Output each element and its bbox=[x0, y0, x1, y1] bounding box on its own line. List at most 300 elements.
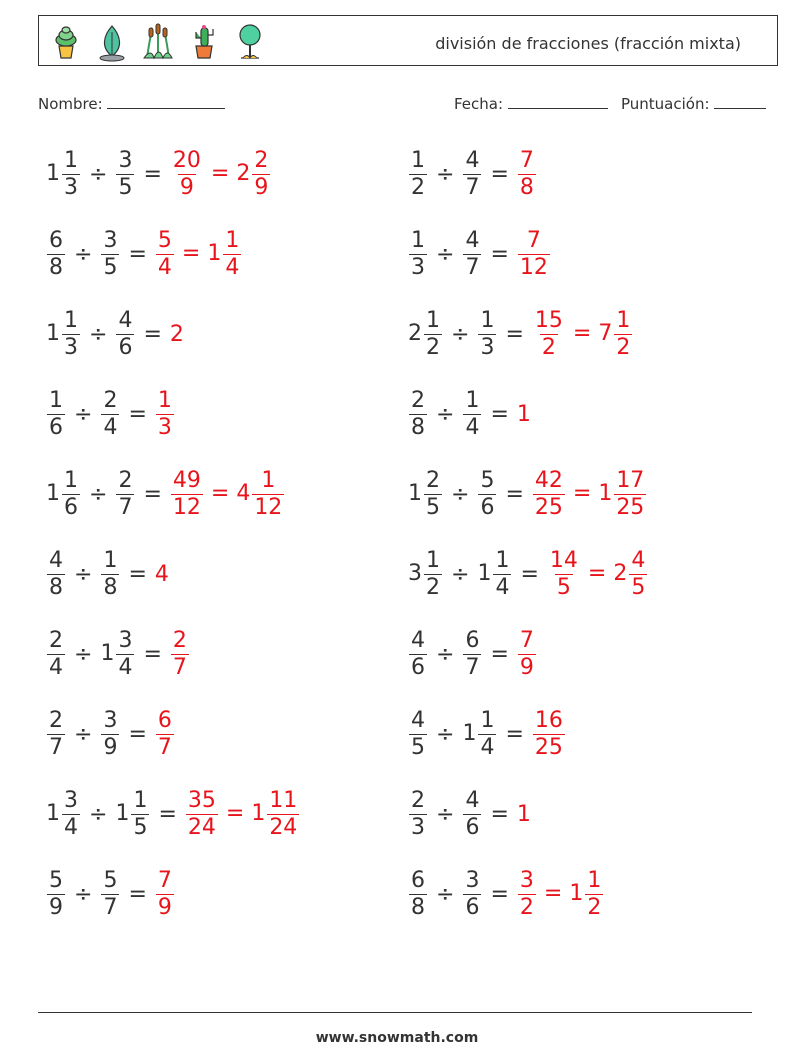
divide-sign: ÷ bbox=[451, 321, 470, 347]
divisor-number bbox=[462, 228, 482, 281]
dividend-fraction bbox=[47, 388, 65, 441]
divisor-fraction bbox=[116, 628, 134, 681]
answer-equals-sign: = bbox=[572, 481, 592, 506]
dividend-fraction bbox=[409, 788, 427, 841]
divisor-number bbox=[462, 628, 482, 681]
divisor-numerator: 4 bbox=[118, 307, 133, 333]
answer-denominator: 2 bbox=[519, 894, 534, 920]
divisor-whole: 1 bbox=[115, 801, 130, 826]
answer-number bbox=[517, 802, 532, 827]
header-box bbox=[38, 15, 778, 66]
dividend-denominator: 9 bbox=[49, 894, 63, 920]
divisor-numerator: 1 bbox=[480, 707, 495, 733]
name-blank[interactable] bbox=[107, 94, 225, 109]
equals-sign: = bbox=[128, 881, 147, 907]
dividend-number bbox=[46, 228, 66, 281]
equals-sign: = bbox=[143, 641, 162, 667]
answer bbox=[517, 802, 532, 827]
divisor-whole: 1 bbox=[462, 721, 477, 746]
divisor-fraction bbox=[478, 708, 496, 761]
answer-denominator: 5 bbox=[631, 574, 646, 600]
dividend-number bbox=[46, 148, 81, 201]
problem-16 bbox=[408, 702, 566, 766]
problem-9 bbox=[46, 462, 285, 526]
problem-1 bbox=[46, 142, 271, 206]
dividend-denominator: 2 bbox=[426, 334, 440, 360]
answer-whole: 1 bbox=[569, 881, 584, 906]
divisor-denominator: 4 bbox=[495, 574, 510, 600]
divide-sign: ÷ bbox=[436, 721, 455, 747]
answer bbox=[185, 788, 300, 841]
divisor-numerator: 1 bbox=[465, 387, 480, 413]
divisor-numerator: 1 bbox=[495, 547, 510, 573]
answer-fraction bbox=[518, 228, 550, 281]
answer-number bbox=[170, 147, 204, 200]
answer-number bbox=[547, 547, 581, 600]
date-blank[interactable] bbox=[508, 94, 608, 109]
name-label: Nombre: bbox=[38, 95, 103, 113]
dividend-numerator: 1 bbox=[64, 307, 78, 333]
dividend-denominator: 7 bbox=[49, 734, 63, 760]
dividend-fraction bbox=[47, 708, 65, 761]
answer-fraction bbox=[156, 228, 174, 281]
divide-sign: ÷ bbox=[74, 561, 93, 587]
divisor-denominator: 8 bbox=[103, 574, 118, 600]
problem-18 bbox=[408, 782, 532, 846]
score-blank[interactable] bbox=[714, 94, 766, 109]
divide-sign: ÷ bbox=[436, 401, 455, 427]
answer-denominator: 12 bbox=[172, 494, 201, 520]
dividend-numerator: 2 bbox=[411, 787, 425, 813]
answer bbox=[517, 148, 537, 201]
dividend-numerator: 4 bbox=[49, 547, 63, 573]
dividend-fraction bbox=[409, 628, 427, 681]
answer-whole: 2 bbox=[169, 321, 184, 347]
dividend-number bbox=[46, 548, 66, 601]
divisor-number bbox=[115, 308, 135, 361]
answer-numerator: 16 bbox=[534, 707, 563, 733]
divisor-number bbox=[100, 628, 135, 681]
dividend-whole: 1 bbox=[46, 321, 60, 346]
answer-numerator: 1 bbox=[587, 867, 602, 893]
name-field[interactable] bbox=[38, 94, 225, 113]
answer-numerator: 17 bbox=[616, 467, 645, 493]
equals-sign: = bbox=[128, 561, 147, 587]
dividend-denominator: 6 bbox=[64, 494, 78, 520]
answer-numerator: 6 bbox=[157, 707, 172, 733]
problem-3 bbox=[46, 222, 242, 286]
divisor-number bbox=[100, 708, 120, 761]
answer-fraction bbox=[518, 628, 536, 681]
divisor-denominator: 5 bbox=[118, 174, 133, 200]
divisor-fraction bbox=[493, 548, 511, 601]
answer-number bbox=[207, 227, 242, 280]
dividend-denominator: 8 bbox=[411, 894, 425, 920]
answer-numerator: 49 bbox=[172, 467, 201, 493]
dividend-numerator: 1 bbox=[49, 387, 63, 413]
divide-sign: ÷ bbox=[451, 481, 470, 507]
divisor-numerator: 4 bbox=[465, 787, 480, 813]
answer bbox=[532, 308, 633, 361]
date-field[interactable] bbox=[454, 94, 608, 113]
answer-fraction bbox=[585, 868, 603, 921]
divisor-denominator: 7 bbox=[465, 174, 480, 200]
dividend-fraction bbox=[62, 148, 80, 201]
answer-denominator: 25 bbox=[616, 494, 645, 520]
divisor-denominator: 7 bbox=[118, 494, 133, 520]
dividend-denominator: 5 bbox=[426, 494, 440, 520]
divisor-numerator: 4 bbox=[465, 147, 480, 173]
divide-sign: ÷ bbox=[436, 801, 455, 827]
answer-denominator: 3 bbox=[157, 414, 172, 440]
answer-denominator: 5 bbox=[556, 574, 571, 600]
answer-numerator: 14 bbox=[549, 547, 578, 573]
divisor-number bbox=[100, 868, 120, 921]
equals-sign: = bbox=[158, 801, 177, 827]
answer-fraction bbox=[533, 708, 565, 761]
dividend-number bbox=[46, 388, 66, 441]
dividend-fraction bbox=[47, 228, 65, 281]
answer-denominator: 9 bbox=[157, 894, 172, 920]
answer-whole: 1 bbox=[516, 801, 531, 827]
dividend-fraction bbox=[409, 708, 427, 761]
dividend-denominator: 3 bbox=[411, 814, 425, 840]
divisor-number bbox=[462, 708, 497, 761]
dividend-fraction bbox=[409, 388, 427, 441]
answer-number bbox=[517, 227, 551, 280]
divisor-denominator: 6 bbox=[465, 814, 480, 840]
answer-denominator: 4 bbox=[225, 254, 240, 280]
equals-sign: = bbox=[490, 241, 509, 267]
answer bbox=[155, 708, 175, 761]
dividend-numerator: 2 bbox=[426, 467, 440, 493]
answer-number bbox=[155, 867, 175, 920]
dividend-denominator: 6 bbox=[411, 654, 425, 680]
dividend-number bbox=[46, 468, 81, 521]
dividend-number bbox=[408, 308, 443, 361]
answer-fraction bbox=[614, 468, 646, 521]
dividend-denominator: 2 bbox=[411, 174, 425, 200]
answer-number bbox=[517, 147, 537, 200]
divisor-fraction bbox=[131, 788, 149, 841]
divisor-fraction bbox=[116, 148, 134, 201]
problem-6 bbox=[408, 302, 633, 366]
divisor-numerator: 3 bbox=[465, 867, 480, 893]
dividend-denominator: 8 bbox=[49, 254, 63, 280]
divisor-numerator: 3 bbox=[103, 707, 118, 733]
divide-sign: ÷ bbox=[74, 881, 93, 907]
divisor-number bbox=[462, 388, 482, 441]
dividend-number bbox=[46, 788, 81, 841]
divide-sign: ÷ bbox=[436, 241, 455, 267]
answer-fraction bbox=[548, 548, 580, 601]
divisor-fraction bbox=[116, 468, 134, 521]
answer-numerator: 7 bbox=[157, 867, 172, 893]
answer-whole: 7 bbox=[598, 321, 613, 346]
dividend-number bbox=[46, 868, 66, 921]
answer-whole: 4 bbox=[154, 561, 169, 587]
answer-equals-sign: = bbox=[210, 161, 230, 186]
divisor-denominator: 9 bbox=[103, 734, 118, 760]
answer-fraction bbox=[171, 148, 203, 201]
divisor-denominator: 3 bbox=[480, 334, 495, 360]
dividend-fraction bbox=[62, 468, 80, 521]
answer-number bbox=[155, 227, 175, 280]
dividend-fraction bbox=[424, 308, 442, 361]
dividend-numerator: 2 bbox=[49, 627, 63, 653]
divisor-fraction bbox=[101, 548, 119, 601]
dividend-number bbox=[408, 388, 428, 441]
equals-sign: = bbox=[505, 481, 524, 507]
answer-number bbox=[155, 707, 175, 760]
answer bbox=[155, 388, 175, 441]
answer-number bbox=[569, 867, 604, 920]
answer-denominator: 9 bbox=[519, 654, 534, 680]
divisor-number bbox=[115, 468, 135, 521]
answer-number bbox=[517, 627, 537, 680]
cattail-grass-icon bbox=[139, 20, 177, 62]
divisor-fraction bbox=[463, 228, 481, 281]
divisor-numerator: 5 bbox=[103, 867, 118, 893]
answer-numerator: 35 bbox=[187, 787, 216, 813]
answer-numerator: 20 bbox=[172, 147, 201, 173]
divisor-fraction bbox=[101, 868, 119, 921]
answer-fraction bbox=[267, 788, 299, 841]
dividend-numerator: 1 bbox=[411, 147, 425, 173]
answer-denominator: 7 bbox=[157, 734, 172, 760]
dividend-number bbox=[46, 628, 66, 681]
dividend-number bbox=[46, 708, 66, 761]
answer-denominator: 12 bbox=[519, 254, 548, 280]
answer bbox=[517, 402, 532, 427]
divisor-number bbox=[462, 788, 482, 841]
divisor-denominator: 4 bbox=[118, 654, 133, 680]
answer-number bbox=[613, 547, 648, 600]
equals-sign: = bbox=[490, 161, 509, 187]
answer-fraction bbox=[533, 468, 565, 521]
dividend-number bbox=[408, 868, 428, 921]
answer-fraction bbox=[533, 308, 565, 361]
divisor-fraction bbox=[463, 788, 481, 841]
divisor-denominator: 6 bbox=[118, 334, 133, 360]
equals-sign: = bbox=[128, 721, 147, 747]
answer-whole: 1 bbox=[598, 481, 613, 506]
answer-numerator: 3 bbox=[519, 867, 534, 893]
potted-succulent-icon bbox=[47, 20, 85, 62]
answer-number bbox=[170, 322, 185, 347]
divisor-denominator: 4 bbox=[103, 414, 118, 440]
divisor-number bbox=[462, 868, 482, 921]
divisor-fraction bbox=[463, 628, 481, 681]
answer-number bbox=[236, 467, 285, 520]
divisor-numerator: 3 bbox=[118, 147, 133, 173]
divisor-number bbox=[100, 548, 120, 601]
dividend-fraction bbox=[409, 868, 427, 921]
dividend-whole: 1 bbox=[408, 481, 422, 506]
problem-8 bbox=[408, 382, 532, 446]
answer-numerator: 7 bbox=[526, 227, 541, 253]
dividend-numerator: 1 bbox=[64, 147, 78, 173]
answer-equals-sign: = bbox=[543, 881, 563, 906]
answer-number bbox=[598, 467, 647, 520]
icon-strip bbox=[47, 20, 269, 62]
divide-sign: ÷ bbox=[89, 801, 108, 827]
answer-number bbox=[598, 307, 633, 360]
answer-equals-sign: = bbox=[572, 321, 592, 346]
problem-12 bbox=[408, 542, 648, 606]
divisor-numerator: 1 bbox=[133, 787, 148, 813]
answer-denominator: 7 bbox=[172, 654, 187, 680]
equals-sign: = bbox=[490, 401, 509, 427]
answer-numerator: 7 bbox=[519, 147, 534, 173]
divisor-denominator: 7 bbox=[103, 894, 118, 920]
equals-sign: = bbox=[143, 161, 162, 187]
divisor-number bbox=[100, 388, 120, 441]
answer-fraction bbox=[614, 308, 632, 361]
divisor-denominator: 4 bbox=[465, 414, 480, 440]
dividend-numerator: 4 bbox=[411, 627, 425, 653]
score-field[interactable] bbox=[621, 94, 766, 113]
answer-whole: 2 bbox=[613, 561, 628, 586]
answer-denominator: 9 bbox=[254, 174, 269, 200]
answer-numerator: 2 bbox=[172, 627, 187, 653]
answer-number bbox=[517, 867, 537, 920]
dividend-numerator: 2 bbox=[411, 387, 425, 413]
dividend-fraction bbox=[409, 148, 427, 201]
footer-url: www.snowmath.com bbox=[315, 1030, 479, 1046]
answer-fraction bbox=[518, 148, 536, 201]
divisor-number bbox=[115, 148, 135, 201]
equals-sign: = bbox=[505, 721, 524, 747]
dividend-denominator: 8 bbox=[411, 414, 425, 440]
answer-number bbox=[532, 307, 566, 360]
divisor-denominator: 4 bbox=[480, 734, 495, 760]
divide-sign: ÷ bbox=[89, 481, 108, 507]
divisor-number bbox=[462, 148, 482, 201]
answer bbox=[170, 628, 190, 681]
answer-equals-sign: = bbox=[225, 801, 245, 826]
answer-numerator: 5 bbox=[157, 227, 172, 253]
equals-sign: = bbox=[490, 881, 509, 907]
answer-number bbox=[236, 147, 271, 200]
dividend-whole: 1 bbox=[46, 161, 60, 186]
answer-denominator: 8 bbox=[519, 174, 534, 200]
problem-5 bbox=[46, 302, 185, 366]
problem-17 bbox=[46, 782, 300, 846]
answer-numerator: 11 bbox=[269, 787, 298, 813]
divisor-numerator: 3 bbox=[118, 627, 133, 653]
answer-whole: 1 bbox=[251, 801, 266, 826]
dividend-fraction bbox=[47, 548, 65, 601]
dividend-fraction bbox=[47, 628, 65, 681]
answer bbox=[547, 548, 648, 601]
worksheet-title: división de fracciones (fracción mixta) bbox=[435, 34, 741, 53]
dividend-fraction bbox=[62, 308, 80, 361]
dividend-denominator: 4 bbox=[49, 654, 63, 680]
divide-sign: ÷ bbox=[89, 321, 108, 347]
dividend-fraction bbox=[424, 468, 442, 521]
dividend-number bbox=[408, 148, 428, 201]
dividend-numerator: 2 bbox=[49, 707, 63, 733]
dividend-denominator: 4 bbox=[64, 814, 78, 840]
answer-number bbox=[517, 402, 532, 427]
answer-number bbox=[251, 787, 300, 840]
answer-number bbox=[170, 627, 190, 680]
answer-whole: 2 bbox=[236, 161, 251, 186]
divisor-denominator: 7 bbox=[465, 254, 480, 280]
divisor-numerator: 6 bbox=[465, 627, 480, 653]
leaf-plant-icon bbox=[93, 20, 131, 62]
answer-numerator: 15 bbox=[534, 307, 563, 333]
equals-sign: = bbox=[143, 481, 162, 507]
dividend-denominator: 3 bbox=[64, 174, 78, 200]
divisor-whole: 1 bbox=[100, 641, 115, 666]
answer-equals-sign: = bbox=[587, 561, 607, 586]
divisor-fraction bbox=[101, 388, 119, 441]
problem-11 bbox=[46, 542, 170, 606]
answer-fraction bbox=[156, 388, 174, 441]
answer-equals-sign: = bbox=[210, 481, 230, 506]
divisor-denominator: 5 bbox=[103, 254, 118, 280]
dividend-numerator: 1 bbox=[426, 547, 440, 573]
problem-7 bbox=[46, 382, 175, 446]
dividend-denominator: 3 bbox=[64, 334, 78, 360]
answer bbox=[170, 322, 185, 347]
answer-numerator: 1 bbox=[616, 307, 631, 333]
dividend-denominator: 5 bbox=[411, 734, 425, 760]
divisor-numerator: 3 bbox=[103, 227, 118, 253]
answer-fraction bbox=[156, 868, 174, 921]
answer bbox=[170, 468, 285, 521]
answer-numerator: 42 bbox=[534, 467, 563, 493]
answer-whole: 1 bbox=[207, 241, 222, 266]
divisor-number bbox=[477, 308, 497, 361]
divisor-denominator: 6 bbox=[465, 894, 480, 920]
divide-sign: ÷ bbox=[74, 401, 93, 427]
divide-sign: ÷ bbox=[436, 161, 455, 187]
answer-numerator: 1 bbox=[157, 387, 172, 413]
divisor-number bbox=[477, 468, 497, 521]
dividend-fraction bbox=[47, 868, 65, 921]
divisor-denominator: 5 bbox=[133, 814, 148, 840]
equals-sign: = bbox=[143, 321, 162, 347]
dividend-number bbox=[408, 788, 428, 841]
dividend-whole: 3 bbox=[408, 561, 422, 586]
divide-sign: ÷ bbox=[74, 641, 93, 667]
date-label: Fecha: bbox=[454, 95, 504, 113]
divisor-denominator: 6 bbox=[480, 494, 495, 520]
answer-numerator: 1 bbox=[225, 227, 240, 253]
divide-sign: ÷ bbox=[74, 241, 93, 267]
round-tree-icon bbox=[231, 20, 269, 62]
dividend-numerator: 4 bbox=[411, 707, 425, 733]
dividend-numerator: 1 bbox=[426, 307, 440, 333]
dividend-number bbox=[408, 708, 428, 761]
divide-sign: ÷ bbox=[436, 881, 455, 907]
divisor-fraction bbox=[463, 388, 481, 441]
answer-fraction bbox=[171, 628, 189, 681]
divisor-numerator: 4 bbox=[465, 227, 480, 253]
dividend-whole: 1 bbox=[46, 801, 60, 826]
answer-denominator: 2 bbox=[541, 334, 556, 360]
answer-numerator: 1 bbox=[261, 467, 276, 493]
dividend-number bbox=[46, 308, 81, 361]
answer bbox=[155, 868, 175, 921]
answer-denominator: 25 bbox=[534, 734, 563, 760]
problem-2 bbox=[408, 142, 537, 206]
equals-sign: = bbox=[490, 801, 509, 827]
answer-denominator: 9 bbox=[179, 174, 194, 200]
